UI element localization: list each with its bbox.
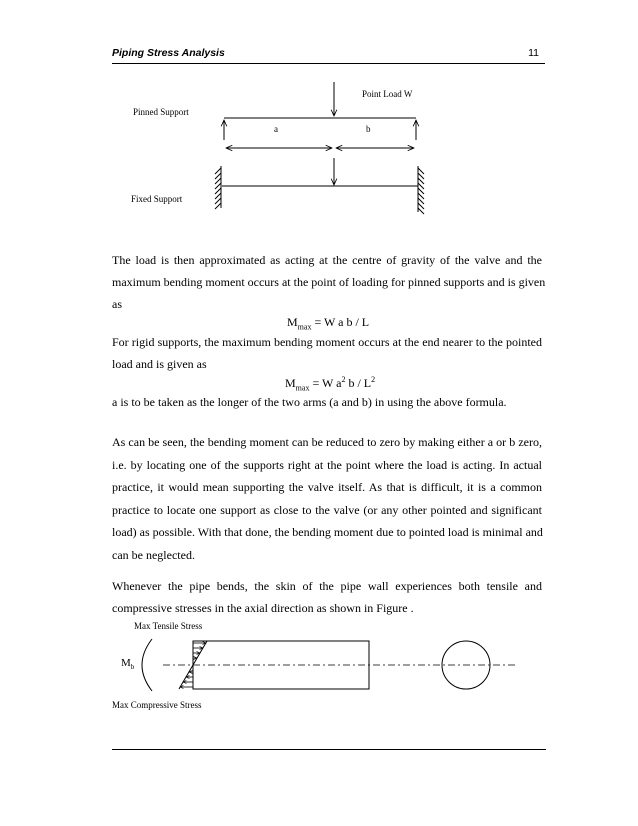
text-line: load and is given as — [112, 357, 207, 371]
eq-expression: b / L — [345, 376, 372, 390]
text-line: load) as possible. With that done, the bending moment due to pointed load is minimal and — [112, 525, 543, 540]
text-line: For rigid supports, the maximum bending moment occurs at the end nearer to the pointed — [112, 335, 542, 349]
moment-label — [121, 657, 134, 671]
text-line: practice, it would mean supporting the valve itself. As that is difficult, it is a common — [112, 480, 542, 495]
bending-moment-arc — [142, 639, 152, 691]
fixed-support-label: Fixed Support — [131, 194, 183, 204]
eq-expression: = W a b / L — [311, 315, 370, 329]
footer-rule — [112, 749, 546, 750]
dimension-b-label: b — [366, 124, 371, 134]
eq-subscript: max — [297, 322, 312, 332]
text-line: As can be seen, the bending moment can be reduced to zero by making either a or b zero, — [112, 435, 542, 449]
pinned-support-label: Pinned Support — [133, 107, 189, 117]
eq-symbol: M — [287, 315, 298, 329]
eq-superscript: 2 — [341, 375, 346, 384]
eq-subscript: max — [295, 383, 310, 393]
page-number: 11 — [528, 47, 539, 59]
text-line: a is to be taken as the longer of the two arms (a and b) in using the above formula. — [112, 395, 507, 409]
eq-expression: = W a — [309, 376, 342, 390]
text-line: Whenever the pipe bends, the skin of the pipe wall experiences both tensile and — [112, 579, 542, 593]
text-line: The load is then approximated as acting at the centre of gravity of the valve and the — [112, 253, 542, 267]
point-load-label: Point Load W — [362, 89, 413, 99]
header-title: Piping Stress Analysis — [112, 47, 225, 59]
text-line: can be neglected. — [112, 547, 195, 562]
text-line: compressive stresses in the axial direction as shown in Figure . — [112, 601, 414, 615]
text-line: i.e. by locating one of the supports right at the point where the load is acting. In actual — [112, 457, 542, 472]
dimension-a-label: a — [274, 124, 278, 134]
max-tensile-label: Max Tensile Stress — [134, 621, 203, 631]
max-compressive-label: Max Compressive Stress — [112, 700, 202, 710]
text-line: maximum bending moment occurs at the point of loading for pinned supports and is given — [112, 275, 546, 289]
eq-superscript: 2 — [371, 375, 376, 384]
text-line: as — [112, 297, 122, 311]
moment-subscript: b — [130, 663, 135, 672]
text-line: practice to locate one support as close to the valve (or any other pointed and significant — [112, 502, 542, 517]
moment-symbol: M — [121, 657, 131, 669]
eq-symbol: M — [285, 376, 296, 390]
